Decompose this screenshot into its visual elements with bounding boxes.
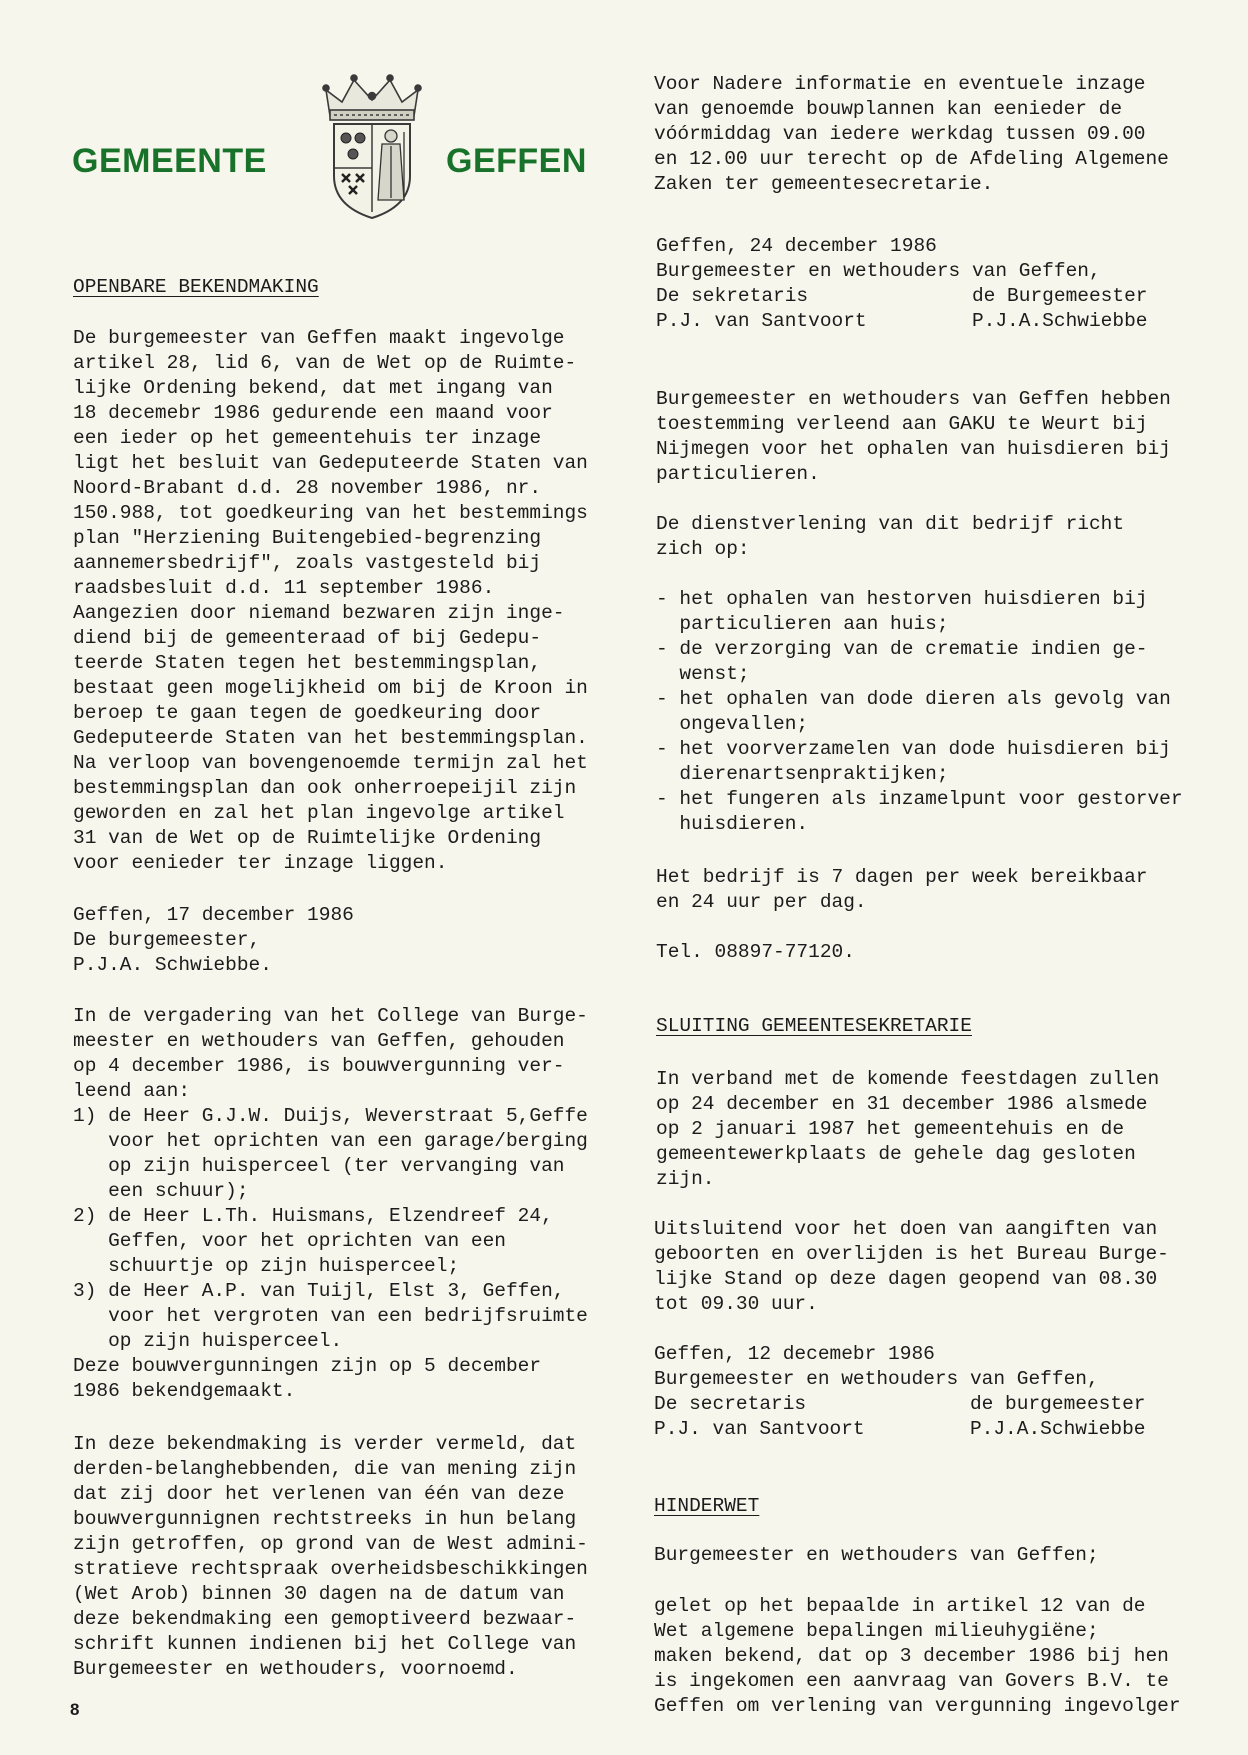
hinderwet-intro: Burgemeester en wethouders van Geffen; (654, 1544, 1099, 1566)
sluiting-body-2: Uitsluitend voor het doen van aangiften van geboorten en overlijden is het Bureau Burge- lijke Stand op deze dagen geopend van 08.30 tot 09.30 uur. (654, 1218, 1169, 1315)
info-body: Voor Nadere informatie en eventuele inzage van genoemde bouwplannen kan eenieder de vóórmiddag van iedere werkdag tussen 09.00 en 12.00 uur terecht op de Afdeling Algemene Zaken ter gemeentesecretarie. (654, 73, 1169, 195)
municipal-coat-of-arms-icon (316, 72, 428, 220)
openbare-bekendmaking-signature: Geffen, 17 december 1986 De burgemeester, P.J.A. Schwiebbe. (73, 904, 354, 976)
hinderwet-body: gelet op het bepaalde in artikel 12 van de Wet algemene bepalingen milieuhygiëne; maken bekend, dat op 3 december 1986 bij hen is ingekomen een aanvraag van Govers B.V. te Geffen om verlening van vergunning ingevolger (654, 1595, 1181, 1717)
bouwvergunning-body: In de vergadering van het College van Burge- meester en wethouders van Geffen, gehouden op 4 december 1986, is bouwvergunning ver- leend aan: 1) de Heer G.J.W. Duijs, Weverstraat 5,Geffe voor het oprichten van een garage/berging op zijn huisperceel (ter vervanging van een schuur); 2) de Heer L.Th. Huismans, Elzendreef 24, Geffen, voor het oprichten van een schuurtje op zijn huisperceel; 3) de Heer A.P. van Tuijl, Elst 3, Geffen, voor het vergroten van een bedrijfsruimte op zijn huisperceel. Deze bouwvergunningen zijn op 5 december 1986 bekendgemaakt. (73, 1005, 588, 1402)
gaku-services-list: De dienstverlening van dit bedrijf richt zich op: - het ophalen van hestorven huisdieren bij particulieren aan huis; - de verzorging van de crematie indien ge- wenst; - het ophalen van dode dieren als gevolg van ongevallen; - het voorverzamelen van dode huisdieren bij dierenartsenpraktijken; - het fungeren als inzamelpunt voor gestorver huisdieren. (656, 513, 1183, 835)
openbare-bekendmaking-body: De burgemeester van Geffen maakt ingevolge artikel 28, lid 6, van de Wet op de Ruimte- lijke Ordening bekend, dat met ingang van 18 decemebr 1986 gedurende een maand voor een ieder op het gemeentehuis ter inzage ligt het besluit van Gedeputeerde Staten van Noord-Brabant d.d. 28 november 1986, nr. 150.988, tot goedkeuring van het bestemmings plan "Herziening Buitengebied-begrenzing aannemersbedrijf", zoals vastgesteld bij raadsbesluit d.d. 11 september 1986. Aangezien door niemand bezwaren zijn inge- diend bij de gemeenteraad of bij Gedepu- teerde Staten tegen het bestemmingsplan, bestaat geen mogelijkheid om bij de Kroon in beroep te gaan tegen de goedkeuring door Gedeputeerde Staten van het bestemmingsplan. Na verloop van bovengenoemde termijn zal het bestemmingsplan dan ook onherroepeijil zijn geworden en zal het plan ingevolge artikel 31 van de Wet op de Ruimtelijke Ordening voor eenieder ter inzage liggen. (73, 327, 588, 874)
sluiting-signature: Geffen, 12 decemebr 1986 Burgemeester en wethouders van Geffen, De secretaris de burgemeester P.J. van Santvoort P.J.A.Schwiebbe (654, 1343, 1146, 1440)
bezwaar-body: In deze bekendmaking is verder vermeld, dat derden-belanghebbenden, die van mening zijn dat zij door het verlenen van één van deze bouwvergunnignen rechtstreeks in hun belang zijn getroffen, op grond van de West admini- stratieve rechtspraak overheidsbeschikkingen (Wet Arob) binnen 30 dagen na de datum van deze bekendmaking een gemoptiveerd bezwaar- schrift kunnen indienen bij het College van Burgemeester en wethouders, voornoemd. (73, 1433, 588, 1680)
masthead-left: GEMEENTE (72, 142, 267, 180)
page-number: 8 (70, 1700, 80, 1719)
info-signature: Geffen, 24 december 1986 Burgemeester en wethouders van Geffen, De sekretaris de Burgemeester P.J. van Santvoort P.J.A.Schwiebbe (656, 235, 1148, 332)
hinderwet-heading: HINDERWET (654, 1495, 760, 1517)
gaku-intro: Burgemeester en wethouders van Geffen hebben toestemming verleend aan GAKU te Weurt bij Nijmegen voor het ophalen van huisdieren bij particulieren. (656, 388, 1171, 485)
sluiting-body-1: In verband met de komende feestdagen zullen op 24 december en 31 december 1986 alsmede op 2 januari 1987 het gemeentehuis en de gemeentewerkplaats de gehele dag gesloten zijn. (656, 1068, 1160, 1190)
masthead-right: GEFFEN (446, 142, 587, 180)
gaku-phone: Tel. 08897-77120. (656, 941, 855, 963)
openbare-bekendmaking-heading: OPENBARE BEKENDMAKING (73, 276, 319, 298)
sluiting-heading: SLUITING GEMEENTESEKRETARIE (656, 1015, 972, 1037)
gaku-hours: Het bedrijf is 7 dagen per week bereikbaar en 24 uur per dag. (656, 866, 1148, 913)
